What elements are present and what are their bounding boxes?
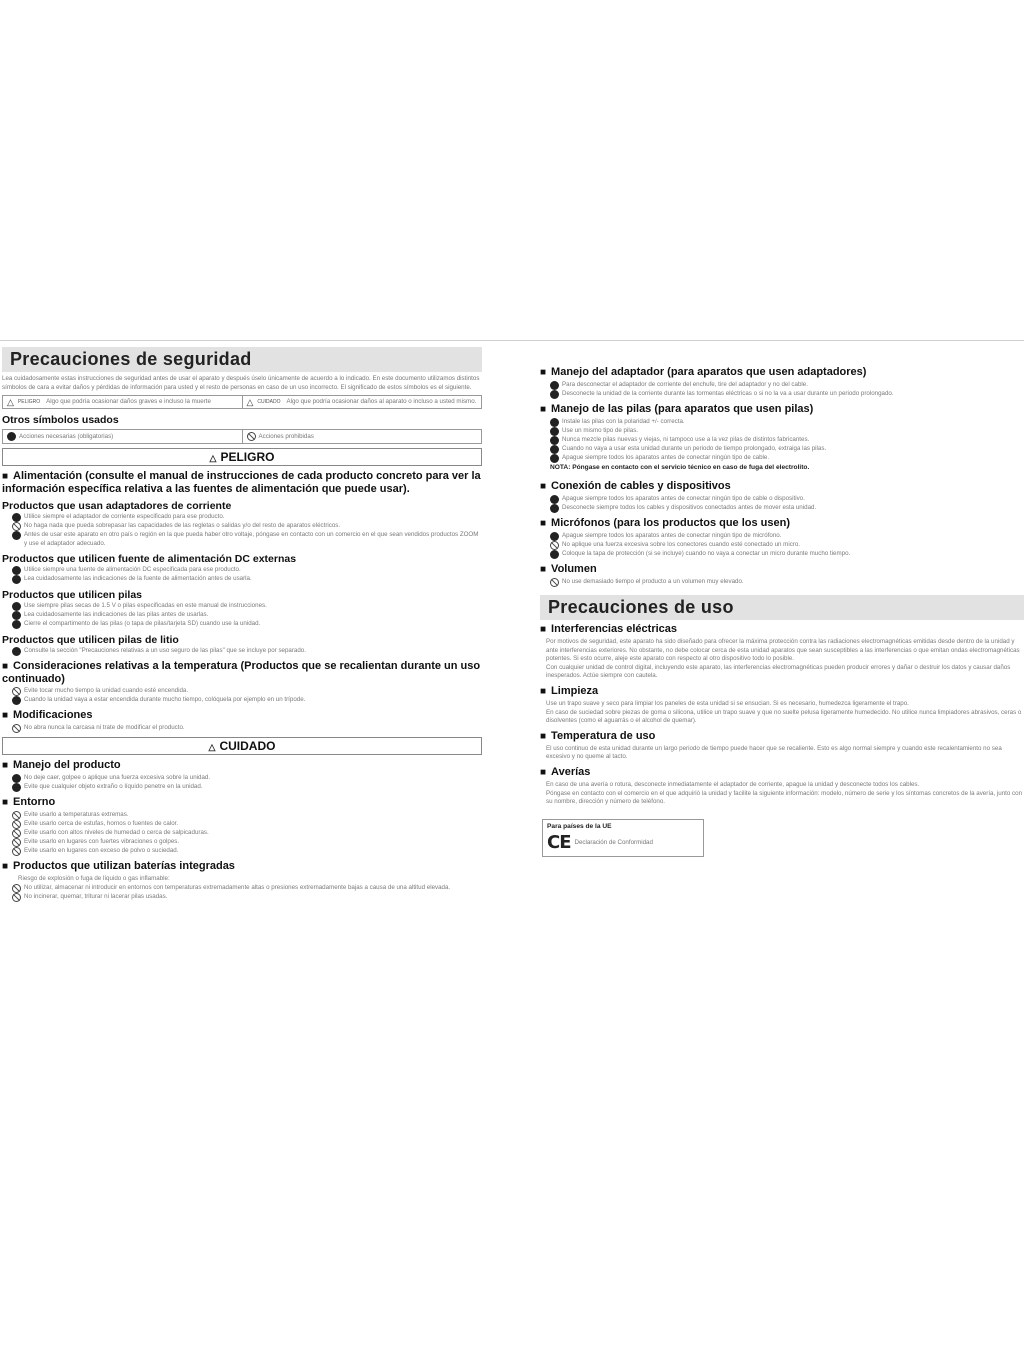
power-group-list [2,513,482,548]
eu-title: Para países de la UE [547,822,612,830]
list-item-text: Evite usarlo a temperaturas extremas. [24,811,129,818]
adaptador-list [540,381,1024,399]
mandatory-icon [550,427,559,436]
power-group-list [2,647,482,656]
limpieza-heading: ■ Limpieza [540,685,1024,698]
list-item [540,550,1024,559]
baterias-intro: Riesgo de explosión o fuga de líquido o gas inflamable: [18,875,170,882]
temperatura-uso-heading: ■ Temperatura de uso [540,730,1024,743]
power-group-title: Productos que utilicen fuente de alimentación DC externas [2,553,297,565]
other-symbols-box [2,429,482,444]
power-group-title: Productos que utilicen pilas [2,589,143,601]
modificaciones-list [2,724,482,733]
prohibited-icon [12,893,21,902]
list-item-text: Evite usarlo en lugares con exceso de polvo o suciedad. [24,847,179,854]
volumen-heading: ■ Volumen [540,563,1024,576]
list-item [2,696,482,705]
modificaciones-heading: ■ Modificaciones [2,709,482,722]
list-item-text: Apague siempre todos los aparatos antes de conectar ningún tipo de cable o dispositivo. [562,495,805,502]
list-item-text: Evite tocar mucho tiempo la unidad cuando esté encendida. [24,687,189,694]
list-item [2,687,482,696]
list-item [2,829,482,838]
section-title-seguridad: Precauciones de seguridad [2,347,482,372]
list-item-text: Instale las pilas con la polaridad +/- correcta. [562,418,685,425]
list-item [540,532,1024,541]
list-item-text: No aplique una fuerza excesiva sobre los conectores cuando esté conectado un micro. [562,541,801,548]
ce-mark-icon: CE [547,831,571,853]
prohibited-icon [12,811,21,820]
list-item-text: Use un mismo tipo de pilas. [562,427,639,434]
temperatura-list [2,687,482,705]
peligro-banner: △ PELIGRO [2,448,482,466]
conexion-list [540,495,1024,513]
list-item-text: Lea cuidadosamente las indicaciones de la fuente de alimentación antes de usarla. [24,575,252,582]
averias-heading: ■ Averías [540,766,1024,779]
mandatory-icon [550,436,559,445]
list-item-text: No utilizar, almacenar ni introducir en entornos con temperaturas extremadamente altas o presiones extremadamente bajas a causa de una altitud elevada. [24,883,451,891]
pilas-list [540,418,1024,463]
list-item-text: Apague siempre todos los aparatos antes de conectar ningún tipo de micrófono. [562,532,782,539]
cuidado-banner: △ CUIDADO [2,737,482,755]
list-item [540,578,1024,587]
mandatory-icon [550,454,559,463]
list-item [540,541,1024,550]
list-item [2,811,482,820]
list-item [540,418,1024,427]
eu-conformity-box [542,819,704,857]
list-item-text: Coloque la tapa de protección (si se incluye) cuando no vaya a conectar un micro durante mucho tiempo. [562,550,851,557]
prohibited-description: Acciones prohibidas [258,432,314,440]
list-item [2,783,482,792]
limpieza-text-2: En caso de suciedad sobre piezas de goma o silicona, utilice un trapo suave y que no suelte pelusa ligeramente humedecido. No utilice nunca limpiadores abrasivos, ceras o disolventes (como el aguarrás o el alcohol de quemar). [546,708,1022,725]
list-item [2,838,482,847]
list-item-text: Antes de usar este aparato en otro país o región en la que pueda haber otro voltaje, póngase en contacto con un comercio en el que sean vendidos productos ZOOM y use el adaptador adecuado. [24,531,479,547]
entorno-list [2,811,482,856]
left-column [2,347,482,902]
mandatory-icon [12,783,21,792]
power-group-title: Productos que usan adaptadores de corriente [2,500,232,513]
list-item-text: No deje caer, golpee o aplique una fuerza excesiva sobre la unidad. [24,774,211,781]
peligro-description: Algo que podría ocasionar daños graves e incluso la muerte [46,398,211,406]
pilas-heading: ■ Manejo de las pilas (para aparatos que usen pilas) [540,403,1024,416]
caution-triangle-icon: △ [208,742,216,752]
peligro-label: PELIGRO [17,399,41,406]
list-item [2,522,482,531]
list-item [540,495,1024,504]
alimentacion-heading: ■ Alimentación (consulte el manual de instrucciones de cada producto concreto para ver la información específica relativa a las fuentes de alimentación que puede usar). [2,470,482,495]
mandatory-icon [550,504,559,513]
mandatory-icon [550,418,559,427]
conexion-heading: ■ Conexión de cables y dispositivos [540,480,1024,493]
manejo-producto-heading: ■ Manejo del producto [2,759,482,772]
list-item-text: Lea cuidadosamente las indicaciones de las pilas antes de usarlas. [24,611,209,618]
mandatory-description: Acciones necesarias (obligatorias) [19,432,114,440]
list-item [540,445,1024,454]
mandatory-icon [12,531,21,540]
list-item-text: Evite usarlo cerca de estufas, hornos o fuentes de calor. [24,820,179,827]
list-item-text: Para desconectar el adaptador de corriente del enchufe, tire del adaptador y no del cable. [562,381,808,388]
averias-text: En caso de una avería o rotura, desconecte inmediatamente el adaptador de corriente, apague la unidad y desconecte todos los cables. [546,780,920,788]
power-group-list [2,566,482,584]
caution-triangle-icon: △ [246,397,254,408]
mandatory-icon [12,696,21,705]
list-item [2,575,482,584]
mandatory-icon [12,620,21,629]
list-item [2,820,482,829]
mandatory-icon [12,611,21,620]
mandatory-icon [12,575,21,584]
list-item-text: No use demasiado tiempo el producto a un volumen muy elevado. [562,578,744,585]
interferencias-text-2: Con cualquier unidad de control digital, incluyendo este aparato, las interferencias electromagnéticas pueden producir errores y dañar o destruir los datos y causar daños inesperados. Actúe siempre con cautela. [546,663,1011,680]
list-item-text: Evite usarlo con altos niveles de humedad o cerca de salpicaduras. [24,829,209,836]
mandatory-icon [550,532,559,541]
list-item [2,611,482,620]
list-item [540,390,1024,399]
mandatory-icon [12,647,21,656]
warning-symbols-box [2,395,482,409]
list-item-text: No abra nunca la carcasa ni trate de modificar el producto. [24,724,185,731]
list-item [540,427,1024,436]
list-item-text: Evite que cualquier objeto extraño o líquido penetre en la unidad. [24,783,203,790]
section-title-uso: Precauciones de uso [540,595,1024,620]
list-item [2,566,482,575]
microfonos-list [540,532,1024,559]
list-item [2,531,482,548]
volumen-list [540,578,1024,587]
prohibited-icon [12,687,21,696]
limpieza-text: Use un trapo suave y seco para limpiar los paneles de esta unidad si se ensucian. Si es necesario, humedezca ligeramente el trapo. [546,699,909,707]
microfonos-heading: ■ Micrófonos (para los productos que los usen) [540,517,1024,530]
entorno-heading: ■ Entorno [2,796,482,809]
baterias-heading: ■ Productos que utilizan baterías integradas [2,860,482,873]
warning-triangle-icon: △ [209,453,217,464]
interferencias-text: Por motivos de seguridad, este aparato ha sido diseñado para ofrecer la máxima protección contra las radiaciones electromagnéticas emitidas desde dentro de la unidad y ante interferencias exteriores. No obstante, no debe colocar cerca de esta unidad aparatos que sean susceptibles a las interferencias o que emitan ondas electromagnéticas potentes. Si esto ocurre, aleje este aparato con respecto al otro dispositivo todo lo posible. [546,638,1020,663]
pilas-note: NOTA: Póngase en contacto con el servicio técnico en caso de fuga del electrolito. [550,464,810,471]
list-item-text: Apague siempre todos los aparatos antes de conectar ningún tipo de cable. [562,454,770,461]
list-item [2,884,482,893]
list-item-text: Consulte la sección "Precauciones relativas a un uso seguro de las pilas" que se incluye por separado. [24,647,306,654]
list-item [2,724,482,733]
list-item [2,847,482,856]
temperatura-uso-text: El uso continuo de esta unidad durante un largo periodo de tiempo puede hacer que se recaliente. Esto es algo normal siempre y cuando este recalentamiento no sea excesivo y no queme al tacto. [546,744,1002,761]
mandatory-icon [12,774,21,783]
list-item-text: Use siempre pilas secas de 1.5 V o pilas especificadas en este manual de instrucciones. [24,602,267,609]
list-item-text: No haga nada que pueda sobrepasar las capacidades de las regletas o salidas y/o del resto de aparatos eléctricos. [24,522,341,530]
list-item-text: Nunca mezcle pilas nuevas y viejas, ni tampoco use a la vez pilas de distintos fabricantes. [562,436,810,443]
prohibited-icon [12,820,21,829]
warning-triangle-icon: △ [7,397,14,408]
list-item [540,381,1024,390]
list-item [540,436,1024,445]
list-item-text: Utilice siempre una fuente de alimentación DC especificada para ese producto. [24,566,241,573]
list-item [2,774,482,783]
power-group-title: Productos que utilicen pilas de litio [2,634,179,646]
list-item-text: Cierre el compartimento de las pilas (o tapa de pilas/tarjeta SD) cuando use la unidad. [24,620,261,627]
list-item [540,454,1024,463]
prohibited-icon [12,847,21,856]
mandatory-icon [7,432,16,441]
mandatory-icon [550,550,559,559]
otros-simbolos-heading: Otros símbolos usados [2,414,119,427]
list-item-text: Desconecte la unidad de la corriente durante las tormentas eléctricas o si no la va a usar durante un periodo prolongado. [562,390,894,397]
list-item-text: Cuando no vaya a usar esta unidad durante un periodo de tiempo prolongado, extraiga las pilas. [562,445,827,452]
temperatura-heading: ■ Consideraciones relativas a la temperatura (Productos que se recalientan durante un uso continuado) [2,660,482,685]
prohibited-icon [550,578,559,587]
mandatory-icon [550,381,559,390]
prohibited-icon [12,522,21,531]
eu-declaration: Declaración de Conformidad [574,838,653,846]
prohibited-icon [247,432,256,441]
cuidado-description: Algo que podría ocasionar daños al aparato o incluso a usted mismo. [286,398,477,406]
list-item [2,513,482,522]
prohibited-icon [12,829,21,838]
right-column [540,366,1024,857]
prohibited-icon [12,838,21,847]
mandatory-icon [550,390,559,399]
averias-text-2: Póngase en contacto con el comercio en el que adquirió la unidad y facilite la siguiente información: modelo, número de serie y los síntomas concretos de la avería, junto con su nombre, dirección y número de teléfono. [546,789,1023,806]
list-item [2,893,482,902]
mandatory-icon [550,495,559,504]
mandatory-icon [12,513,21,522]
interferencias-heading: ■ Interferencias eléctricas [540,623,1024,636]
prohibited-icon [12,724,21,733]
intro-text: Lea cuidadosamente estas instrucciones de seguridad antes de usar el aparato y después úselo únicamente de acuerdo a lo indicado. En este documento utilizamos distintos símbolos de cara a evitar daños y pérdidas de información para usted y el resto de personas en caso de un uso incorrecto. El significado de estos símbolos es el siguiente. [2,375,480,391]
mandatory-icon [550,445,559,454]
list-item [2,602,482,611]
list-item-text: Evite usarlo en lugares con fuertes vibraciones o golpes. [24,838,180,845]
power-groups [2,500,482,656]
prohibited-icon [550,541,559,550]
prohibited-icon [12,884,21,893]
cuidado-label: CUIDADO [257,399,281,406]
list-item-text: Utilice siempre el adaptador de corriente especificado para ese producto. [24,513,225,521]
manejo-producto-list [2,774,482,792]
page-divider [0,340,1024,341]
list-item-text: Desconecte siempre todos los cables y dispositivos conectados antes de mover esta unidad. [562,504,817,511]
power-group-list [2,602,482,629]
mandatory-icon [12,602,21,611]
list-item-text: Cuando la unidad vaya a estar encendida durante mucho tiempo, colóquela por ejemplo en un trípode. [24,696,306,703]
list-item [2,647,482,656]
list-item [2,620,482,629]
list-item [540,504,1024,513]
list-item-text: No incinerar, quemar, triturar ni lacerar pilas usadas. [24,892,168,900]
mandatory-icon [12,566,21,575]
adaptador-heading: ■ Manejo del adaptador (para aparatos que usen adaptadores) [540,366,1024,379]
baterias-list [2,884,482,902]
